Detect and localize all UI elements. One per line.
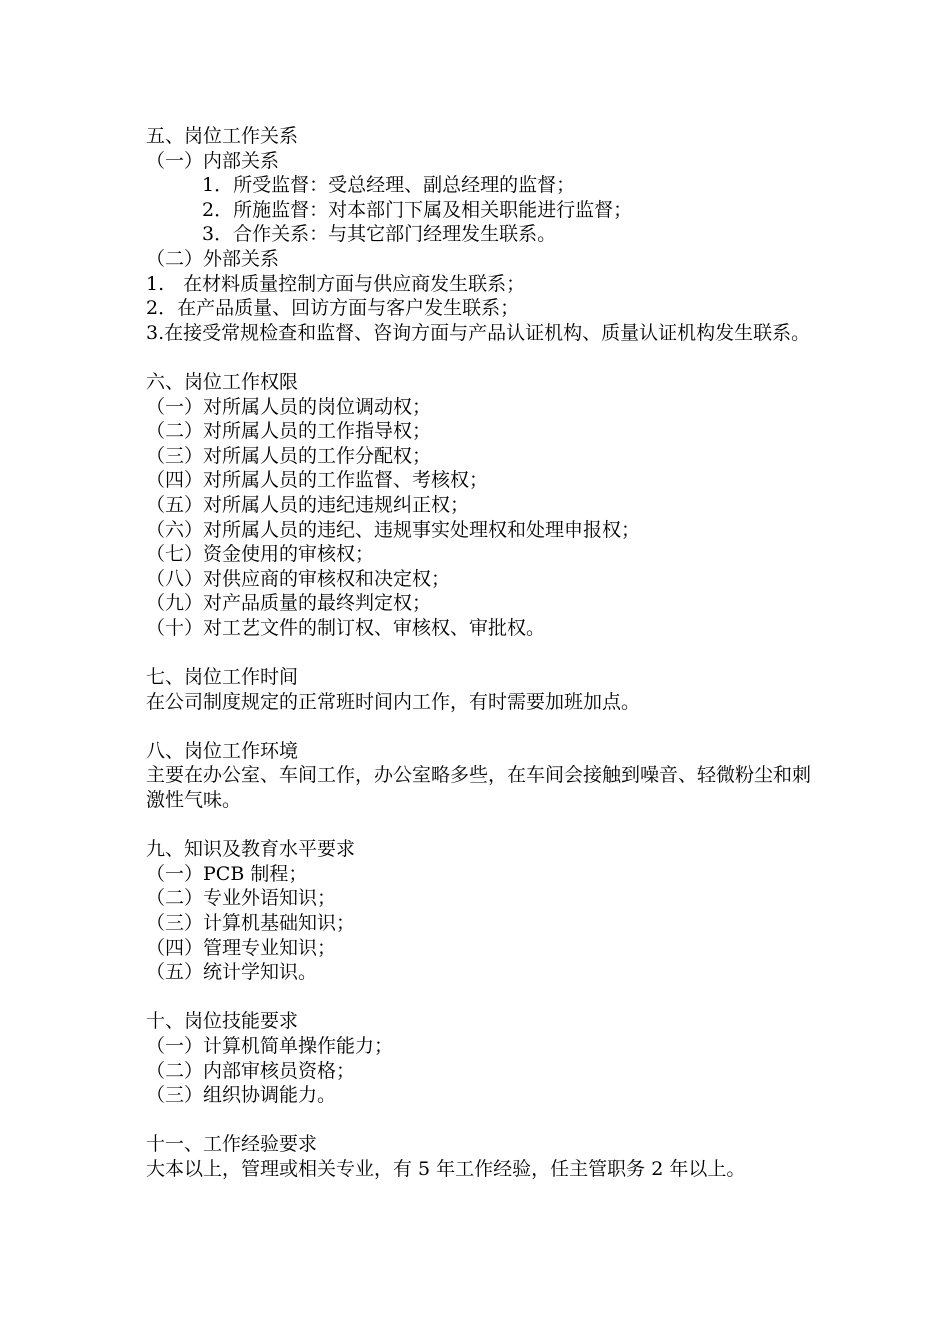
section-9-title: 九、知识及教育水平要求 <box>146 838 356 861</box>
section-11-title: 十一、工作经验要求 <box>146 1133 318 1156</box>
authority-item-10: （十）对工艺文件的制订权、审核权、审批权。 <box>146 616 546 639</box>
section-5-internal-title: （一）内部关系 <box>146 149 280 172</box>
section-10-title: 十、岗位技能要求 <box>146 1010 299 1033</box>
authority-item-5: （五）对所属人员的违纪违规纠正权； <box>146 493 470 516</box>
external-item-3: 3.在接受常规检查和监督、咨询方面与产品认证机构、质量认证机构发生联系。 <box>146 321 811 344</box>
section-11-body: 大本以上，管理或相关专业，有 5 年工作经验，任主管职务 2 年以上。 <box>146 1157 746 1180</box>
authority-item-7: （七）资金使用的审核权； <box>146 543 375 566</box>
spacer <box>146 1108 826 1133</box>
internal-item-2: 2．所施监督：对本部门下属及相关职能进行监督； <box>202 198 633 221</box>
knowledge-item-2: （二）专业外语知识； <box>146 887 337 910</box>
section-7-body: 在公司制度规定的正常班时间内工作，有时需要加班加点。 <box>146 690 641 713</box>
spacer <box>146 345 826 370</box>
section-6-title: 六、岗位工作权限 <box>146 370 299 393</box>
section-7-title: 七、岗位工作时间 <box>146 666 299 689</box>
skill-item-3: （三）组织协调能力。 <box>146 1084 337 1107</box>
authority-item-6: （六）对所属人员的违纪、违规事实处理权和处理申报权； <box>146 518 641 541</box>
knowledge-item-5: （五）统计学知识。 <box>146 961 318 984</box>
section-8-title: 八、岗位工作环境 <box>146 739 299 762</box>
knowledge-item-3: （三）计算机基础知识； <box>146 912 356 934</box>
external-item-1: 1. 在材料质量控制方面与供应商发生联系； <box>146 272 526 295</box>
internal-item-3: 3．合作关系：与其它部门经理发生联系。 <box>202 223 557 246</box>
internal-item-1: 1．所受监督：受总经理、副总经理的监督； <box>202 174 576 197</box>
section-5-external-title: （二）外部关系 <box>146 247 280 270</box>
section-8-body: 主要在办公室、车间工作，办公室略多些，在车间会接触到噪音、轻微粉尘和刺激性气味。 <box>146 764 812 812</box>
authority-item-1: （一）对所属人员的岗位调动权； <box>146 395 432 418</box>
knowledge-item-4: （四）管理专业知识； <box>146 936 337 959</box>
authority-item-8: （八）对供应商的审核权和决定权； <box>146 567 451 590</box>
skill-item-2: （二）内部审核员资格； <box>146 1059 356 1082</box>
section-5-title: 五、岗位工作关系 <box>146 125 299 147</box>
spacer <box>146 640 826 665</box>
authority-item-2: （二）对所属人员的工作指导权； <box>146 420 432 443</box>
document-page <box>146 124 826 1182</box>
external-item-2: 2．在产品质量、回访方面与客户发生联系； <box>146 297 520 320</box>
authority-item-9: （九）对产品质量的最终判定权； <box>146 592 432 615</box>
skill-item-1: （一）计算机简单操作能力； <box>146 1034 394 1057</box>
spacer <box>146 985 826 1010</box>
authority-item-3: （三）对所属人员的工作分配权； <box>146 444 432 467</box>
spacer <box>146 813 826 838</box>
knowledge-item-1: （一）PCB 制程； <box>146 862 308 885</box>
spacer <box>146 714 826 739</box>
authority-item-4: （四）对所属人员的工作监督、考核权； <box>146 469 489 492</box>
